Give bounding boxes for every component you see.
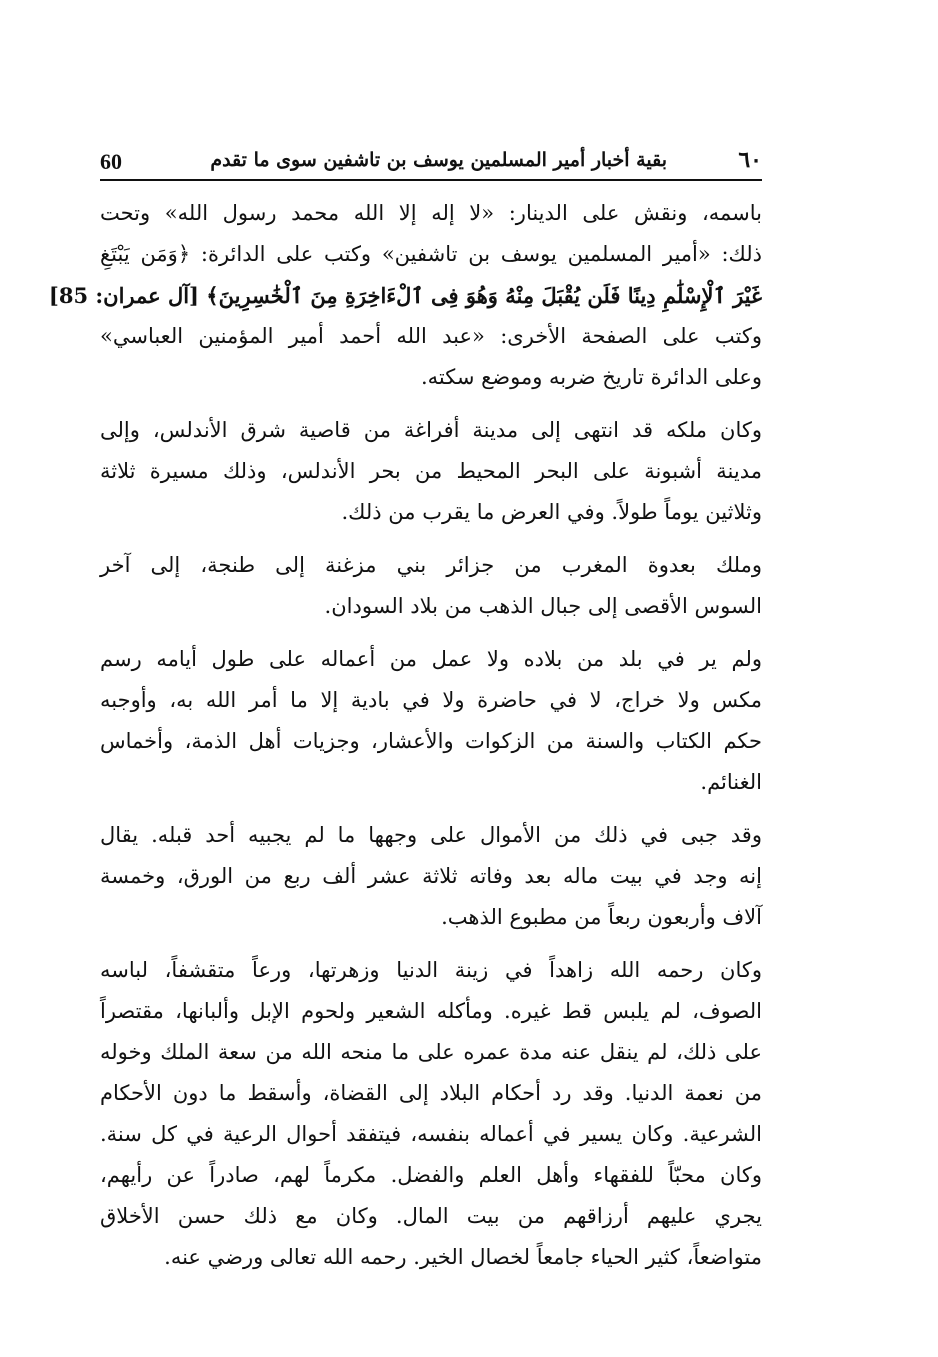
text-line: السوس الأقصى إلى جبال الذهب من بلاد السودان. [324,594,762,618]
text-line: إنه وجد في بيت ماله بعد وفاته ثلاثة عشر ألف ربع من الورق، وخمسة [100,864,762,888]
paragraph-character [100,950,762,1278]
text-line: وكان محبّاً للفقهاء وأهل العلم والفضل. مكرماً لهم، صادراً عن رأيهم، [100,1163,762,1187]
text-line: من نعمة الدنيا. وقد رد أحكام البلاد إلى القضاة، وأسقط ما دون الأحكام [100,1081,762,1105]
page-number-arabic: ٦٠ [738,147,762,173]
paragraph-treasury [100,815,762,938]
text-line: يجري عليهم أرزاقهم من بيت المال. وكان مع ذلك حسن الأخلاق [100,1204,762,1228]
text-line: الصوف، لم يلبس قط غيره. ومأكله الشعير ولحوم الإبل وألبانها، مقتصراً [100,999,762,1023]
quran-verse-line: غَيْرَ ٱلْإِسْلَٰمِ دِينًا فَلَن يُقْبَلَ مِنْهُ وَهُوَ فِى ٱلْءَاخِرَةِ مِنَ ٱلْخَٰسِرِينَ﴾ [آل عمران: 85] [48,283,762,308]
running-title: بقية أخبار أمير المسلمين يوسف بن تاشفين سوى ما تقدم [210,149,667,171]
paragraph-kingdom-extent [100,410,762,533]
text-line: باسمه، ونقش على الدينار: «لا إله إلا الله محمد رسول الله» وتحت [100,201,762,225]
text-line: وكان رحمه الله زاهداً في زينة الدنيا وزهرتها، ورعاً متقشفاً، لباسه [100,958,762,982]
text-line: مكس ولا خراج، لا في حاضرة ولا في بادية إلا ما أمر الله به، وأوجبه [100,688,762,712]
text-line: حكم الكتاب والسنة من الزكوات والأعشار، وجزيات أهل الذمة، وأخماس [100,729,762,753]
paragraph-maghreb [100,545,762,627]
text-line: متواضعاً، كثير الحياء جامعاً لخصال الخير. رحمه الله تعالى ورضي عنه. [164,1245,762,1269]
paragraph-taxes [100,639,762,803]
page-number-latin: 60 [100,149,122,174]
text-line: وثلاثين يوماً طولاً. وفي العرض ما يقرب من ذلك. [341,500,762,524]
text-line: ذلك: «أمير المسلمين يوسف بن تاشفين» وكتب على الدائرة: ﴿وَمَن يَبْتَغِ [100,242,762,266]
text-line: آلاف وأربعون ربعاً من مطبوع الذهب. [441,905,762,929]
text-line: الشرعية. وكان يسير في أعماله بنفسه، فيتفقد أحوال الرعية في كل سنة. [100,1122,762,1146]
text-line: وكتب على الصفحة الأخرى: «عبد الله أحمد أمير المؤمنين العباسي» [100,324,762,348]
text-line: مدينة أشبونة على البحر المحيط من بحر الأندلس، وذلك مسيرة ثلاثة [100,459,762,483]
text-line: الغنائم. [700,770,762,794]
page-header [100,147,762,181]
text-line: وقد جبى في ذلك من الأموال على وجهها ما لم يجبيه أحد قبله. يقال [100,823,762,847]
body-text [48,193,762,1290]
text-line: وكان ملكه قد انتهى إلى مدينة أفراغة من قاصية شرق الأندلس، وإلى [100,418,762,442]
text-line: ولم ير في بلد من بلاده ولا عمل من أعماله على طول أيامه رسم [100,647,762,671]
paragraph-coin-inscription [48,193,762,398]
text-line: وملك بعدوة المغرب من جزائر بني مزغنة إلى طنجة، إلى آخر [100,553,762,577]
text-line: على ذلك، لم ينقل عنه مدة عمره على ما منحه الله من سعة الملك وخوله [100,1040,762,1064]
text-line: وعلى الدائرة تاريخ ضربه وموضع سكته. [420,365,762,389]
